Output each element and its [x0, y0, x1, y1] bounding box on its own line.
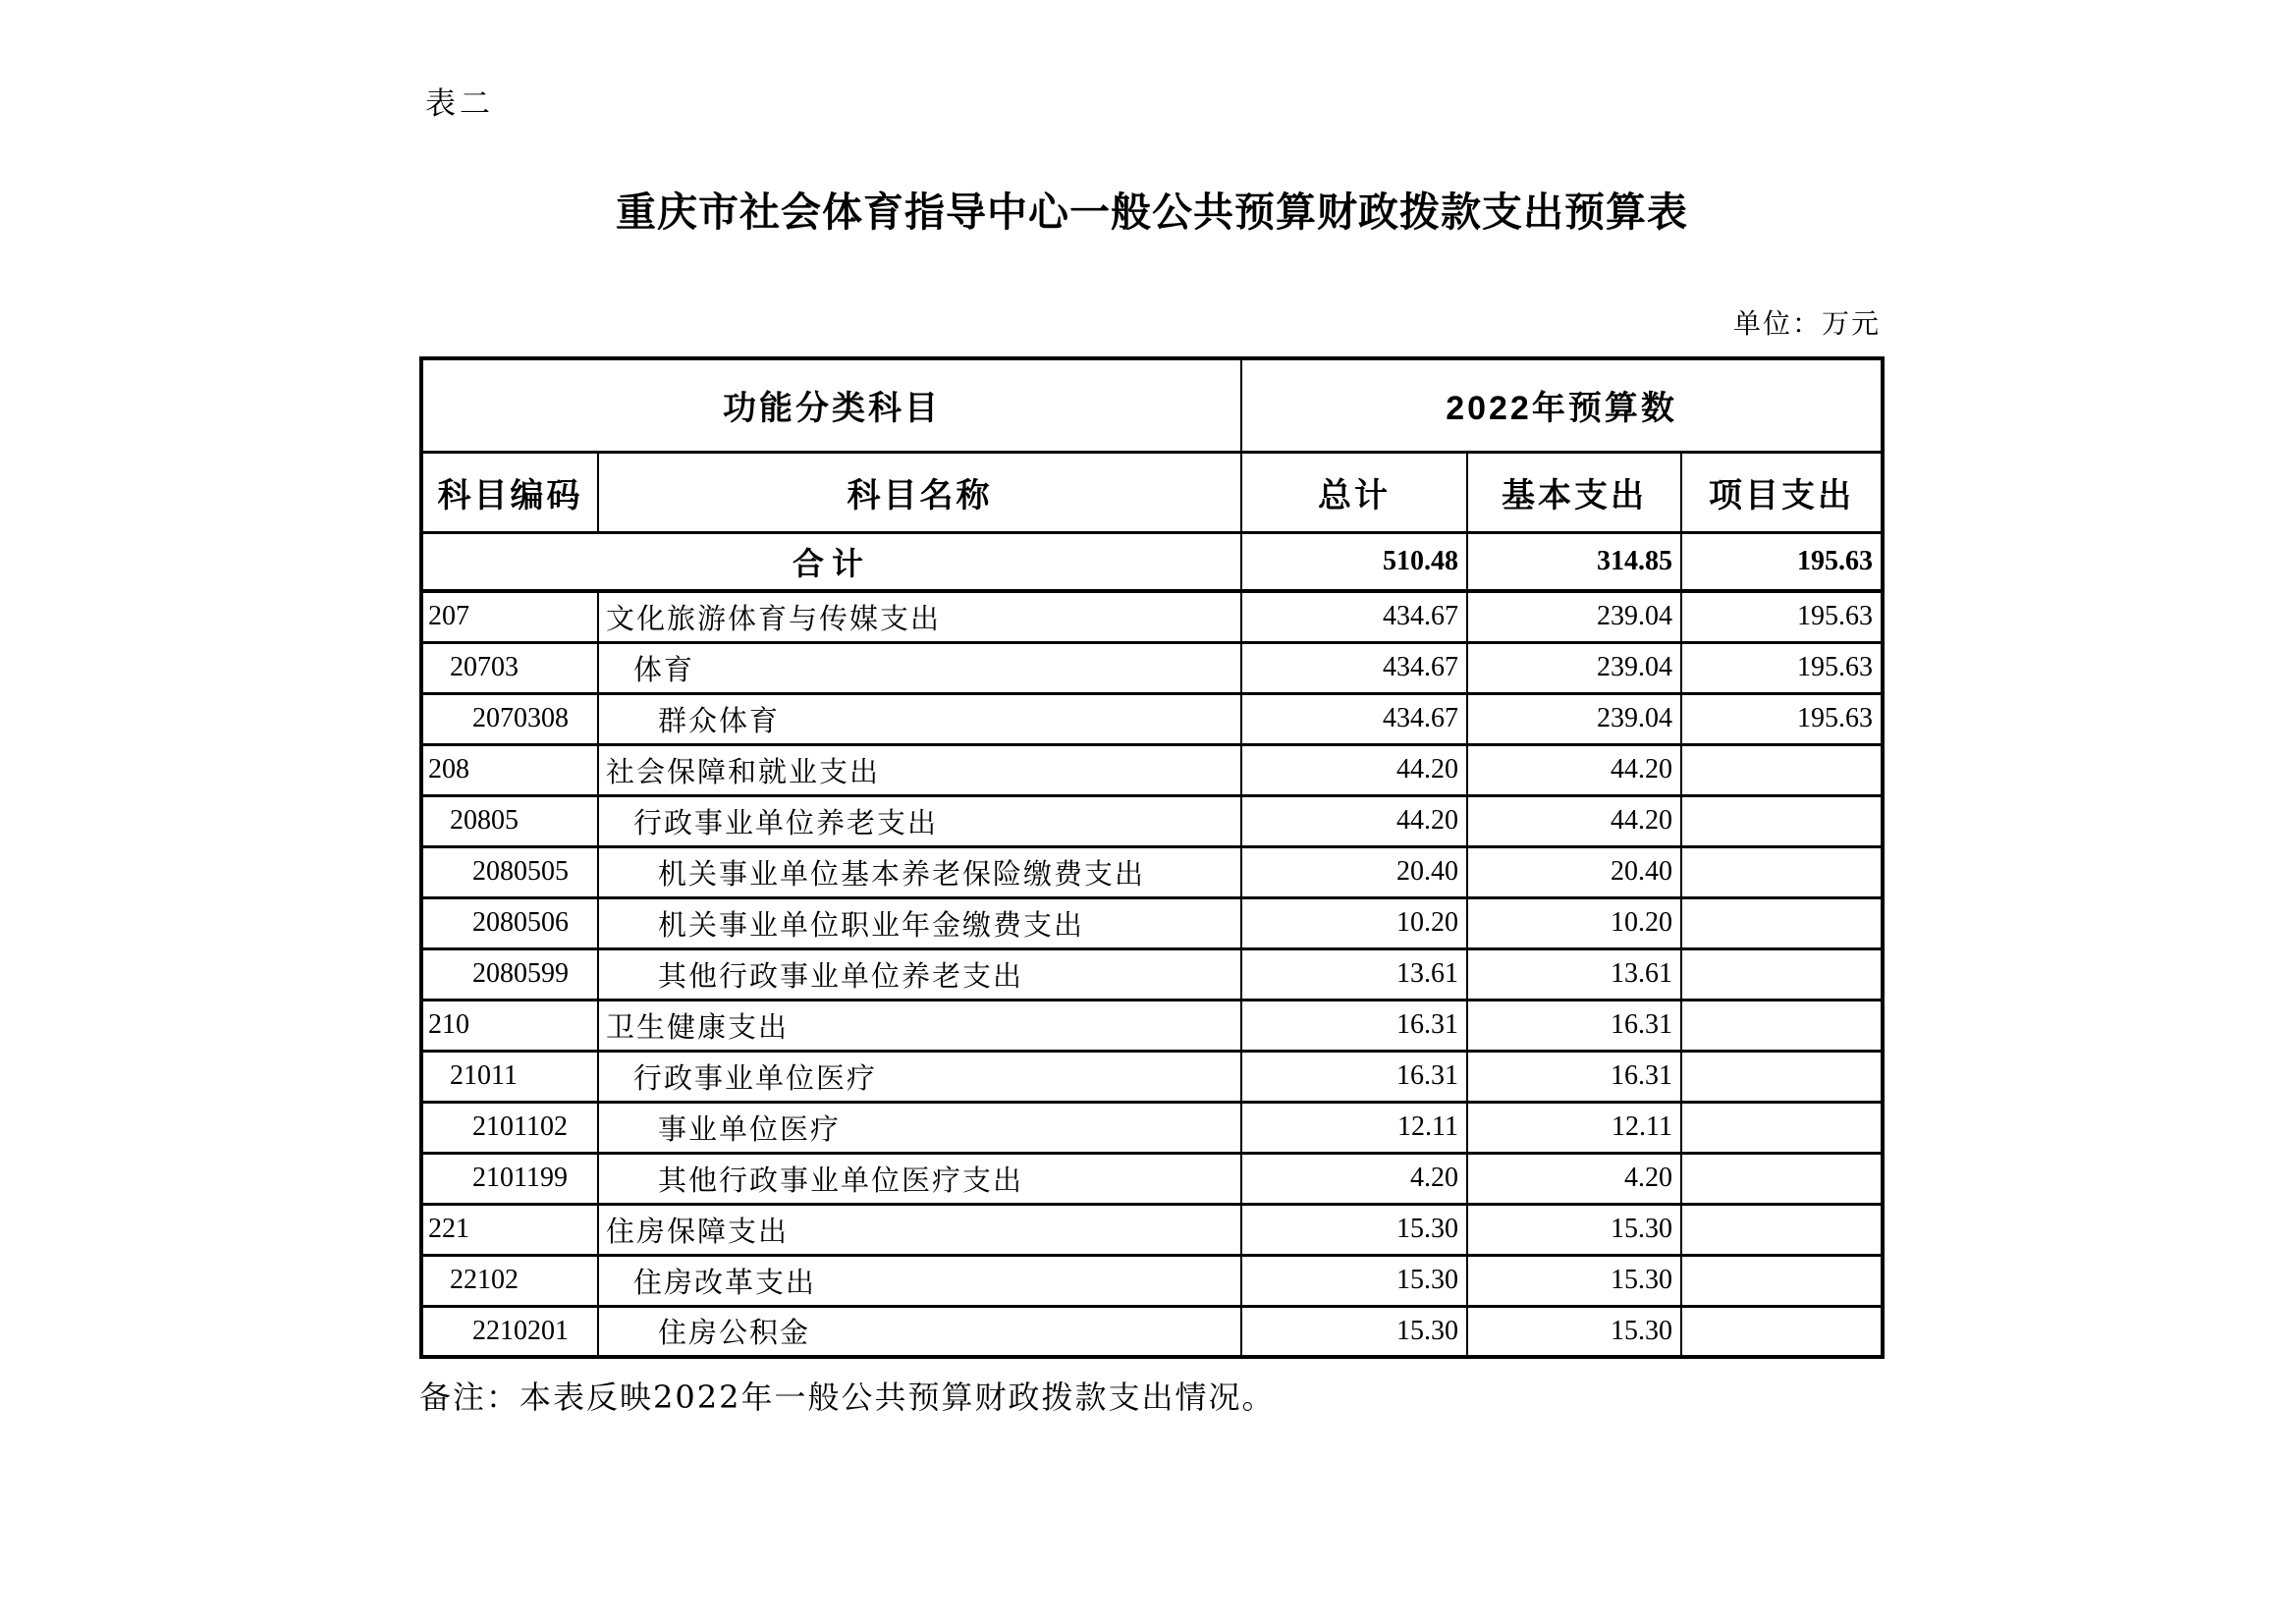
table-row	[421, 642, 1883, 693]
basic-expense-cell: 15.30	[1467, 1255, 1681, 1306]
project-expense-cell	[1681, 1204, 1883, 1255]
subject-name-cell: 其他行政事业单位医疗支出	[598, 1153, 1241, 1204]
project-expense-cell	[1681, 1153, 1883, 1204]
total-value-cell: 15.30	[1241, 1306, 1467, 1357]
table-row	[421, 744, 1883, 795]
footnote: 备注：本表反映2022年一般公共预算财政拨款支出情况。	[419, 1379, 1276, 1416]
project-expense-cell	[1681, 795, 1883, 846]
table-row	[421, 1306, 1883, 1357]
subject-name-cell: 机关事业单位基本养老保险缴费支出	[598, 846, 1241, 897]
total-value-cell: 44.20	[1241, 795, 1467, 846]
subject-code-cell: 21011	[421, 1051, 598, 1102]
total-row-label: 合计	[421, 532, 1241, 591]
project-expense-cell: 195.63	[1681, 693, 1883, 744]
header-project-expense: 项目支出	[1681, 452, 1883, 532]
total-row	[421, 532, 1883, 591]
basic-expense-cell: 12.11	[1467, 1102, 1681, 1153]
subject-name-cell: 住房公积金	[598, 1306, 1241, 1357]
subject-code-cell: 2080505	[421, 846, 598, 897]
total-value-cell: 434.67	[1241, 693, 1467, 744]
total-row-basic: 314.85	[1467, 532, 1681, 591]
project-expense-cell	[1681, 1255, 1883, 1306]
project-expense-cell: 195.63	[1681, 642, 1883, 693]
table-row	[421, 1102, 1883, 1153]
total-value-cell: 10.20	[1241, 897, 1467, 948]
project-expense-cell	[1681, 1102, 1883, 1153]
total-value-cell: 16.31	[1241, 1000, 1467, 1051]
table-row	[421, 897, 1883, 948]
table-row	[421, 1051, 1883, 1102]
project-expense-cell: 195.63	[1681, 591, 1883, 642]
basic-expense-cell: 44.20	[1467, 795, 1681, 846]
project-expense-cell	[1681, 1051, 1883, 1102]
basic-expense-cell: 239.04	[1467, 642, 1681, 693]
header-total: 总计	[1241, 452, 1467, 532]
subject-name-cell: 事业单位医疗	[598, 1102, 1241, 1153]
project-expense-cell	[1681, 846, 1883, 897]
table-row	[421, 948, 1883, 1000]
table-row	[421, 1204, 1883, 1255]
total-value-cell: 15.30	[1241, 1204, 1467, 1255]
total-value-cell: 15.30	[1241, 1255, 1467, 1306]
header-function-group: 功能分类科目	[421, 358, 1241, 452]
subject-name-cell: 行政事业单位养老支出	[598, 795, 1241, 846]
total-value-cell: 13.61	[1241, 948, 1467, 1000]
project-expense-cell	[1681, 1000, 1883, 1051]
subject-name-cell: 住房保障支出	[598, 1204, 1241, 1255]
subject-code-cell: 2101199	[421, 1153, 598, 1204]
subject-name-cell: 体育	[598, 642, 1241, 693]
header-budget-group: 2022年预算数	[1241, 358, 1883, 452]
subject-name-cell: 卫生健康支出	[598, 1000, 1241, 1051]
subject-code-cell: 2080599	[421, 948, 598, 1000]
basic-expense-cell: 20.40	[1467, 846, 1681, 897]
page-title: 重庆市社会体育指导中心一般公共预算财政拨款支出预算表	[616, 189, 1688, 235]
header-basic-expense: 基本支出	[1467, 452, 1681, 532]
basic-expense-cell: 16.31	[1467, 1051, 1681, 1102]
subject-name-cell: 社会保障和就业支出	[598, 744, 1241, 795]
basic-expense-cell: 239.04	[1467, 591, 1681, 642]
subject-code-cell: 208	[421, 744, 598, 795]
subject-name-cell: 行政事业单位医疗	[598, 1051, 1241, 1102]
subject-code-cell: 221	[421, 1204, 598, 1255]
header-group-row	[421, 358, 1883, 452]
table-row	[421, 591, 1883, 642]
total-value-cell: 16.31	[1241, 1051, 1467, 1102]
basic-expense-cell: 44.20	[1467, 744, 1681, 795]
table-number-label: 表二	[425, 86, 494, 122]
basic-expense-cell: 4.20	[1467, 1153, 1681, 1204]
subject-code-cell: 2070308	[421, 693, 598, 744]
total-value-cell: 12.11	[1241, 1102, 1467, 1153]
header-subject-name: 科目名称	[598, 452, 1241, 532]
subject-name-cell: 文化旅游体育与传媒支出	[598, 591, 1241, 642]
basic-expense-cell: 16.31	[1467, 1000, 1681, 1051]
project-expense-cell	[1681, 744, 1883, 795]
table-row	[421, 693, 1883, 744]
subject-name-cell: 群众体育	[598, 693, 1241, 744]
project-expense-cell	[1681, 897, 1883, 948]
subject-code-cell: 207	[421, 591, 598, 642]
total-value-cell: 434.67	[1241, 642, 1467, 693]
basic-expense-cell: 10.20	[1467, 897, 1681, 948]
subject-code-cell: 22102	[421, 1255, 598, 1306]
project-expense-cell	[1681, 1306, 1883, 1357]
basic-expense-cell: 15.30	[1467, 1204, 1681, 1255]
total-value-cell: 434.67	[1241, 591, 1467, 642]
total-value-cell: 4.20	[1241, 1153, 1467, 1204]
subject-code-cell: 2080506	[421, 897, 598, 948]
basic-expense-cell: 239.04	[1467, 693, 1681, 744]
project-expense-cell	[1681, 948, 1883, 1000]
subject-code-cell: 20703	[421, 642, 598, 693]
table-row	[421, 1000, 1883, 1051]
unit-label: 单位：万元	[1732, 307, 1881, 340]
header-columns-row	[421, 452, 1883, 532]
table-row	[421, 1255, 1883, 1306]
basic-expense-cell: 13.61	[1467, 948, 1681, 1000]
budget-table	[419, 356, 1885, 1359]
subject-code-cell: 210	[421, 1000, 598, 1051]
table-row	[421, 795, 1883, 846]
table-row	[421, 846, 1883, 897]
subject-code-cell: 2210201	[421, 1306, 598, 1357]
header-subject-code: 科目编码	[421, 452, 598, 532]
subject-name-cell: 住房改革支出	[598, 1255, 1241, 1306]
basic-expense-cell: 15.30	[1467, 1306, 1681, 1357]
subject-code-cell: 2101102	[421, 1102, 598, 1153]
total-row-total: 510.48	[1241, 532, 1467, 591]
table-row	[421, 1153, 1883, 1204]
subject-name-cell: 其他行政事业单位养老支出	[598, 948, 1241, 1000]
subject-name-cell: 机关事业单位职业年金缴费支出	[598, 897, 1241, 948]
total-value-cell: 44.20	[1241, 744, 1467, 795]
subject-code-cell: 20805	[421, 795, 598, 846]
total-value-cell: 20.40	[1241, 846, 1467, 897]
total-row-project: 195.63	[1681, 532, 1883, 591]
